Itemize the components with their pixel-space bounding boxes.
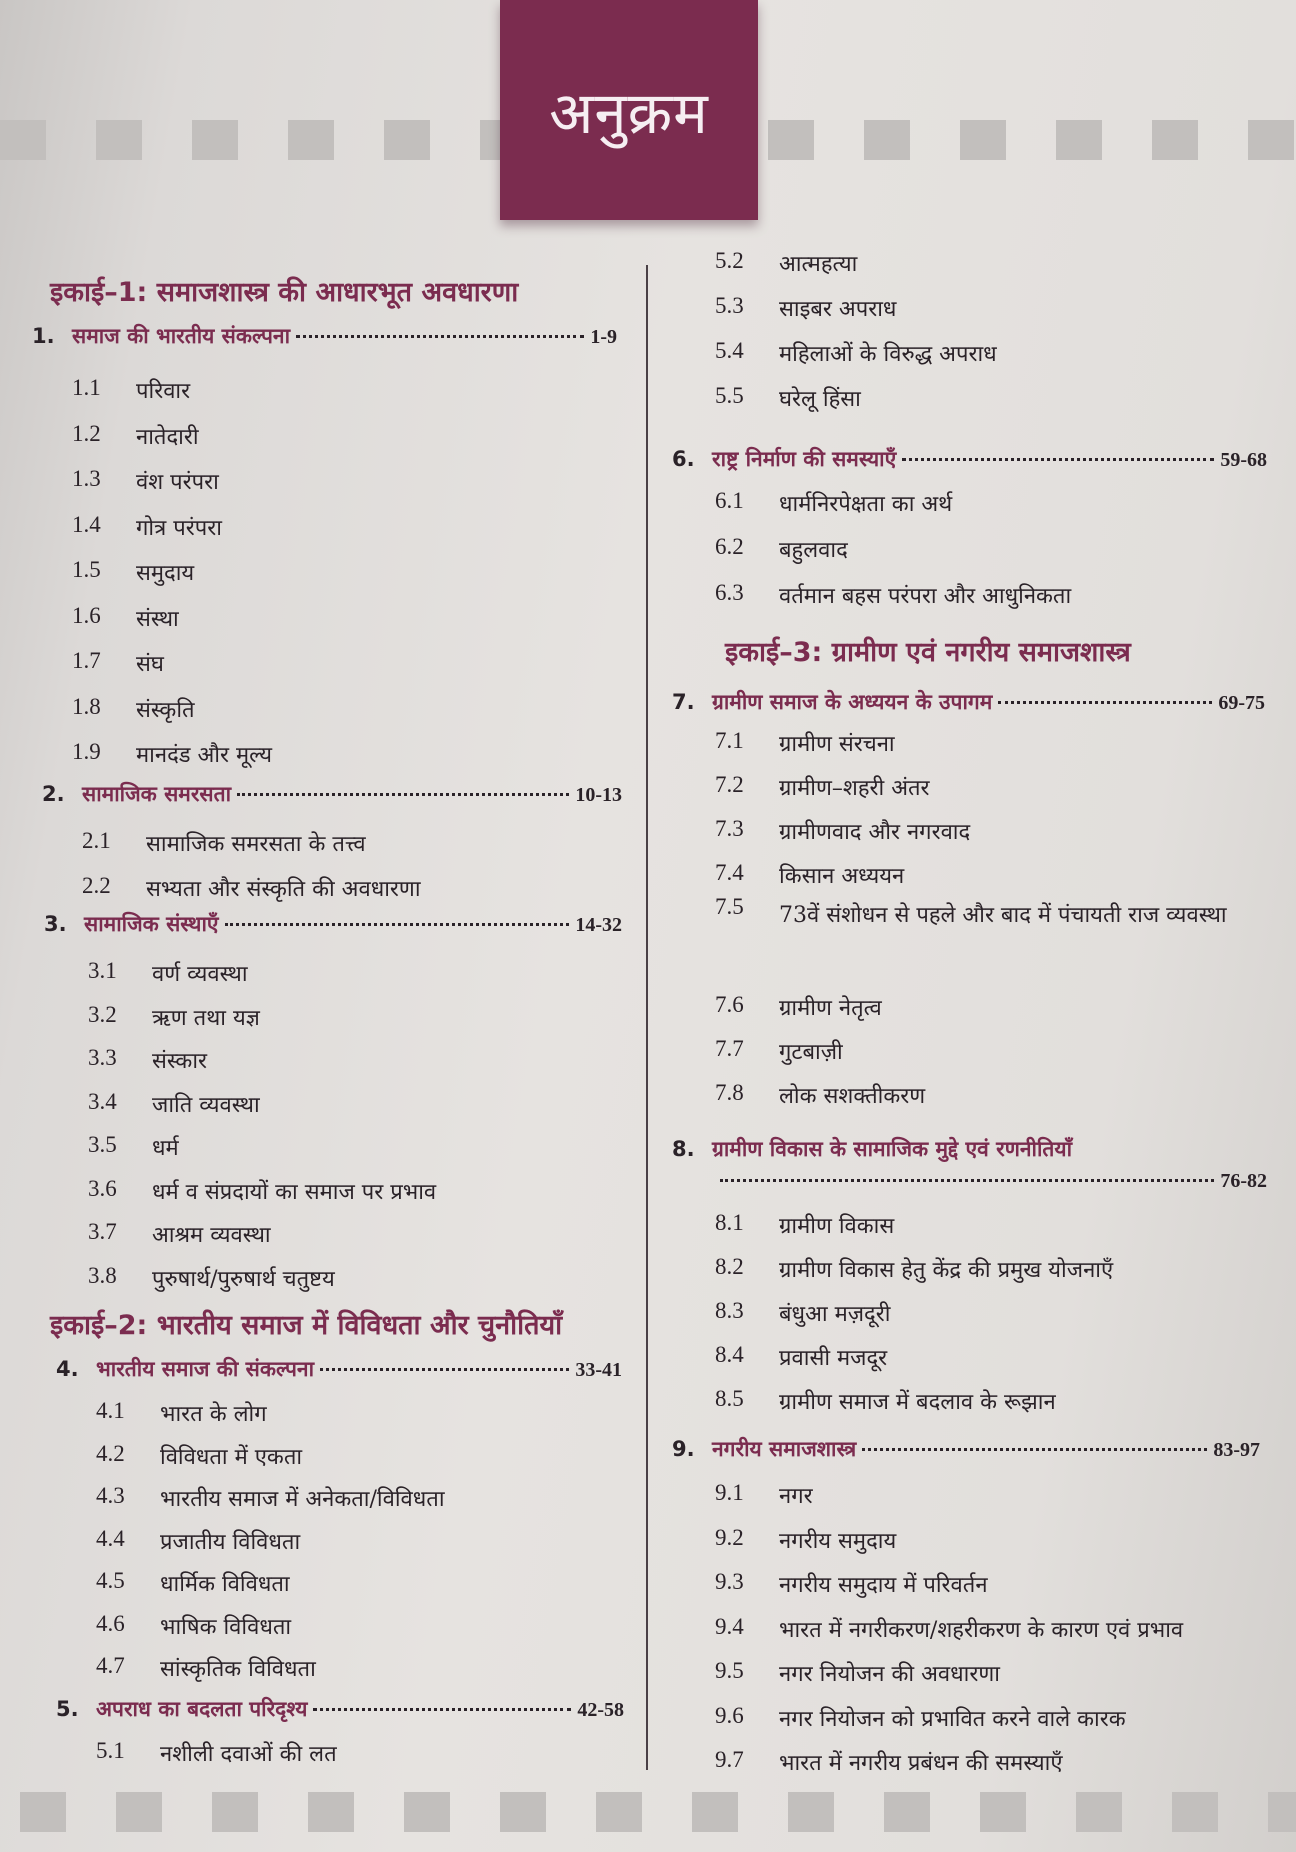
border-block <box>212 1792 258 1832</box>
border-block <box>960 120 1006 160</box>
toc-subitem[interactable] <box>96 1568 290 1598</box>
subitem-number: 6.2 <box>715 534 744 559</box>
subitem-number: 8.4 <box>715 1342 744 1367</box>
toc-subitem[interactable] <box>715 1298 890 1328</box>
column-divider <box>646 265 648 1770</box>
border-block <box>96 120 142 160</box>
subitem-title: संस्कृति <box>136 697 195 723</box>
toc-subitem[interactable] <box>715 1342 887 1372</box>
leader-dots <box>720 1179 1214 1182</box>
subitem-number: 8.5 <box>715 1386 744 1411</box>
border-block <box>500 1792 546 1832</box>
toc-subitem[interactable] <box>715 534 848 564</box>
toc-subitem[interactable] <box>715 1210 894 1240</box>
border-block <box>1268 1792 1296 1832</box>
chapter-3[interactable] <box>44 910 622 938</box>
subitem-title: ग्रामीण समाज में बदलाव के रूझान <box>779 1390 1056 1415</box>
toc-subitem[interactable] <box>88 958 248 988</box>
border-block <box>288 120 334 160</box>
chapter-pages: 10-13 <box>575 784 622 806</box>
subitem-number: 1.7 <box>72 648 101 673</box>
chapter-pages: 42-58 <box>577 1699 624 1721</box>
subitem-title: ग्रामीणवाद और नगरवाद <box>779 820 971 845</box>
toc-subitem[interactable] <box>715 580 1071 610</box>
subitem-number: 7.7 <box>715 1036 744 1061</box>
subitem-title: नगर नियोजन की अवधारणा <box>779 1662 1000 1687</box>
subitem-number: 4.5 <box>96 1568 125 1593</box>
subitem-title: किसान अध्ययन <box>779 864 905 889</box>
toc-subitem[interactable] <box>88 1045 207 1075</box>
border-block <box>1152 120 1198 160</box>
toc-subitem[interactable] <box>715 383 861 413</box>
chapter-2[interactable] <box>42 780 622 808</box>
subitem-title: साइबर अपराध <box>779 297 897 322</box>
toc-subitem[interactable] <box>715 338 997 368</box>
border-block <box>864 120 910 160</box>
chapter-title: अपराध का बदलता परिदृश्य <box>96 1697 308 1721</box>
subitem-title: धार्मिक विविधता <box>160 1572 290 1597</box>
toc-subitem[interactable] <box>715 1386 1056 1416</box>
toc-subitem[interactable] <box>72 466 219 496</box>
title-banner <box>500 0 758 220</box>
leader-dots <box>237 793 569 796</box>
border-block <box>1172 1792 1218 1832</box>
chapter-number: 1. <box>32 324 55 348</box>
subitem-number: 3.1 <box>88 958 117 983</box>
toc-subitem[interactable] <box>82 873 421 903</box>
subitem-number: 5.1 <box>96 1738 125 1763</box>
toc-subitem[interactable] <box>88 1176 436 1206</box>
subitem-title: ग्रामीण विकास हेतु केंद्र की प्रमुख योजनाएँ <box>779 1258 1114 1283</box>
subitem-title: प्रजातीय विविधता <box>160 1529 301 1555</box>
subitem-number: 1.3 <box>72 466 101 491</box>
toc-subitem[interactable] <box>715 488 952 518</box>
chapter-pages: 76-82 <box>1220 1170 1267 1192</box>
border-block <box>788 1792 834 1832</box>
subitem-number: 3.3 <box>88 1045 117 1070</box>
subitem-title: बहुलवाद <box>779 538 848 563</box>
subitem-number: 1.4 <box>72 511 101 537</box>
chapter-number: 3. <box>44 912 67 936</box>
toc-subitem[interactable] <box>96 1611 291 1641</box>
toc-subitem[interactable] <box>715 992 882 1022</box>
toc-subitem[interactable] <box>88 1219 271 1249</box>
toc-subitem[interactable] <box>715 816 970 846</box>
chapter-title: ग्रामीण विकास के सामाजिक मुद्दे एवं रणनीतियाँ <box>712 1137 1073 1161</box>
subitem-number: 3.6 <box>88 1175 117 1201</box>
leader-dots <box>313 1708 571 1711</box>
chapter-pages: 83-97 <box>1213 1439 1260 1461</box>
chapter-8-pages-line <box>720 1170 1267 1193</box>
subitem-title: भाषिक विविधता <box>160 1614 292 1640</box>
toc-subitem[interactable] <box>96 1441 302 1471</box>
chapter-5[interactable] <box>56 1695 624 1723</box>
toc-subitem[interactable] <box>715 1569 988 1599</box>
unit-3-heading: इकाई–3: ग्रामीण एवं नगरीय समाजशास्त्र <box>725 637 1131 668</box>
subitem-number: 3.8 <box>88 1262 117 1288</box>
border-block <box>20 1792 66 1832</box>
subitem-title: संस्कार <box>152 1049 208 1074</box>
toc-subitem[interactable] <box>72 421 199 451</box>
subitem-number: 4.1 <box>96 1398 125 1423</box>
subitem-number: 6.1 <box>715 488 744 513</box>
toc-subitem[interactable] <box>72 557 194 587</box>
subitem-number: 7.8 <box>715 1080 744 1105</box>
subitem-number: 2.1 <box>82 828 111 853</box>
toc-subitem[interactable] <box>715 1036 843 1066</box>
chapter-number: 9. <box>672 1437 695 1461</box>
subitem-number: 2.2 <box>82 873 111 898</box>
border-block <box>1076 1792 1122 1832</box>
toc-subitem[interactable] <box>715 1614 1183 1644</box>
subitem-title: धर्म <box>152 1136 179 1161</box>
subitem-number: 5.2 <box>715 248 744 273</box>
chapter-title: सामाजिक समरसता <box>82 782 232 806</box>
border-block <box>692 1792 738 1832</box>
toc-subitem[interactable] <box>715 248 857 278</box>
chapter-number: 6. <box>672 447 695 471</box>
subitem-number: 1.6 <box>72 602 101 628</box>
subitem-title: नगरीय समुदाय में परिवर्तन <box>779 1573 988 1598</box>
chapter-6[interactable] <box>672 445 1267 473</box>
subitem-title: मानदंड और मूल्य <box>136 743 272 768</box>
subitem-title: संस्था <box>136 606 179 632</box>
subitem-title: पुरुषार्थ/पुरुषार्थ चतुष्टय <box>152 1266 335 1292</box>
toc-subitem[interactable] <box>715 1658 1000 1688</box>
chapter-title: भारतीय समाज की संकल्पना <box>96 1357 315 1381</box>
toc-subitem[interactable] <box>88 1002 260 1032</box>
chapter-title: समाज की भारतीय संकल्पना <box>72 324 291 348</box>
toc-subitem[interactable] <box>96 1738 337 1768</box>
chapter-8[interactable] <box>672 1135 1267 1163</box>
leader-dots <box>225 923 570 926</box>
toc-subitem[interactable] <box>72 648 164 678</box>
subitem-title: गुटबाज़ी <box>779 1040 843 1065</box>
subitem-number: 3.7 <box>88 1219 117 1244</box>
toc-subitem[interactable] <box>715 1480 813 1510</box>
subitem-title: नगर नियोजन को प्रभावित करने वाले कारक <box>779 1706 1126 1732</box>
subitem-number: 9.5 <box>715 1658 744 1683</box>
subitem-title: वर्तमान बहस परंपरा और आधुनिकता <box>779 584 1072 609</box>
subitem-title: नशीली दवाओं की लत <box>160 1742 337 1767</box>
subitem-title: प्रवासी मजदूर <box>779 1346 888 1371</box>
chapter-number: 8. <box>672 1137 695 1161</box>
subitem-title: जाति व्यवस्था <box>152 1092 260 1118</box>
chapter-pages: 59-68 <box>1220 449 1267 471</box>
toc-subitem[interactable] <box>96 1526 300 1556</box>
chapter-7[interactable] <box>672 688 1265 716</box>
toc-subitem[interactable] <box>715 894 1296 938</box>
border-block <box>596 1792 642 1832</box>
toc-subitem[interactable] <box>715 728 895 758</box>
toc-subitem[interactable] <box>88 1089 260 1119</box>
chapter-title: ग्रामीण समाज के अध्ययन के उपागम <box>712 690 993 714</box>
toc-subitem[interactable] <box>72 739 272 769</box>
subitem-title: ग्रामीण संरचना <box>779 732 895 757</box>
chapter-pages: 1-9 <box>590 326 617 348</box>
subitem-title: गोत्र परंपरा <box>136 515 222 541</box>
subitem-number: 7.1 <box>715 728 744 753</box>
subitem-title: आश्रम व्यवस्था <box>152 1223 271 1248</box>
subitem-title: बंधुआ मज़दूरी <box>779 1302 891 1327</box>
toc-subitem[interactable] <box>72 375 190 405</box>
subitem-title: सभ्यता और संस्कृति की अवधारणा <box>146 877 421 902</box>
subitem-title: घरेलू हिंसा <box>779 387 861 412</box>
subitem-title: संघ <box>136 652 164 677</box>
chapter-title: नगरीय समाजशास्त्र <box>712 1437 857 1461</box>
subitem-number: 9.7 <box>715 1747 744 1772</box>
subitem-title: भारत में नगरीय प्रबंधन की समस्याएँ <box>779 1751 1063 1776</box>
leader-dots <box>296 335 584 338</box>
page-title: अनुक्रम <box>549 78 709 147</box>
subitem-number: 3.2 <box>88 1001 117 1027</box>
subitem-title: नातेदारी <box>136 424 199 450</box>
leader-dots <box>998 701 1212 704</box>
subitem-number: 5.4 <box>715 338 744 363</box>
border-block <box>404 1792 450 1832</box>
subitem-number: 4.7 <box>96 1653 125 1678</box>
chapter-1[interactable] <box>32 322 617 350</box>
chapter-9[interactable] <box>672 1435 1260 1463</box>
leader-dots <box>320 1368 569 1371</box>
border-block <box>980 1792 1026 1832</box>
toc-subitem[interactable] <box>72 694 195 724</box>
chapter-pages: 69-75 <box>1218 692 1265 714</box>
subitem-number: 7.6 <box>715 992 744 1017</box>
toc-subitem[interactable] <box>715 1747 1063 1777</box>
unit-2-heading: इकाई–2: भारतीय समाज में विविधता और चुनौतियाँ <box>50 1310 563 1341</box>
leader-dots <box>902 458 1214 461</box>
chapter-number: 2. <box>42 782 65 806</box>
toc-subitem[interactable] <box>72 512 222 542</box>
subitem-title: धर्म व संप्रदायों का समाज पर प्रभाव <box>152 1179 437 1205</box>
subitem-title: भारतीय समाज में अनेकता/विविधता <box>160 1487 445 1512</box>
subitem-title: सांस्कृतिक विविधता <box>160 1657 316 1682</box>
subitem-number: 7.2 <box>715 772 744 797</box>
chapter-title: सामाजिक संस्थाएँ <box>84 912 219 936</box>
subitem-title: ऋण तथा यज्ञ <box>152 1005 260 1031</box>
chapter-4[interactable] <box>56 1355 622 1383</box>
subitem-title: 73वें संशोधन से पहले और बाद में पंचायती राज व्यवस्था <box>779 903 1227 928</box>
subitem-number: 3.5 <box>88 1132 117 1157</box>
unit-1-heading: इकाई–1: समाजशास्त्र की आधारभूत अवधारणा <box>50 277 519 308</box>
chapter-title: राष्ट्र निर्माण की समस्याएँ <box>712 447 897 471</box>
toc-subitem[interactable] <box>96 1398 267 1428</box>
toc-subitem[interactable] <box>715 772 930 802</box>
leader-dots <box>862 1448 1207 1451</box>
toc-subitem[interactable] <box>715 1080 925 1110</box>
border-block <box>192 120 238 160</box>
border-block <box>768 120 814 160</box>
subitem-title: लोक सशक्तीकरण <box>779 1084 926 1109</box>
chapter-pages: 33-41 <box>575 1359 622 1381</box>
border-block <box>1056 120 1102 160</box>
subitem-number: 4.4 <box>96 1525 125 1551</box>
toc-subitem[interactable] <box>715 1254 1113 1284</box>
subitem-number: 7.3 <box>715 816 744 841</box>
subitem-number: 6.3 <box>715 580 744 605</box>
subitem-title: ग्रामीण–शहरी अंतर <box>779 776 930 801</box>
subitem-title: समुदाय <box>136 561 195 586</box>
subitem-number: 1.5 <box>72 557 101 582</box>
subitem-title: नगरीय समुदाय <box>779 1528 897 1554</box>
subitem-title: विविधता में एकता <box>160 1444 303 1470</box>
border-block <box>1248 120 1294 160</box>
toc-subitem[interactable] <box>715 293 896 323</box>
subitem-number: 5.5 <box>715 383 744 408</box>
chapter-pages: 14-32 <box>575 914 622 936</box>
subitem-title: आत्महत्या <box>779 252 858 277</box>
subitem-number: 8.3 <box>715 1298 744 1323</box>
border-block <box>884 1792 930 1832</box>
subitem-title: भारत में नगरीकरण/शहरीकरण के कारण एवं प्रभाव <box>779 1617 1184 1643</box>
subitem-title: सामाजिक समरसता के तत्त्व <box>146 832 366 857</box>
subitem-number: 1.1 <box>72 375 101 400</box>
border-block <box>384 120 430 160</box>
subitem-number: 1.9 <box>72 739 101 764</box>
toc-subitem[interactable] <box>715 1703 1126 1733</box>
toc-subitem[interactable] <box>88 1132 179 1162</box>
subitem-title: ग्रामीण नेतृत्व <box>779 996 882 1021</box>
subitem-title: नगर <box>779 1484 813 1509</box>
subitem-number: 9.6 <box>715 1702 744 1728</box>
toc-subitem[interactable] <box>88 1263 335 1293</box>
subitem-number: 9.1 <box>715 1480 744 1505</box>
subitem-number: 9.4 <box>715 1613 744 1639</box>
subitem-title: ग्रामीण विकास <box>779 1214 895 1239</box>
chapter-number: 5. <box>56 1697 79 1721</box>
toc-subitem[interactable] <box>715 1525 896 1555</box>
toc-subitem[interactable] <box>72 603 179 633</box>
subitem-number: 1.8 <box>72 693 101 719</box>
subitem-title: परिवार <box>136 379 191 404</box>
border-block <box>308 1792 354 1832</box>
subitem-number: 7.5 <box>715 894 744 919</box>
toc-subitem[interactable] <box>96 1653 316 1683</box>
subitem-number: 3.4 <box>88 1088 117 1114</box>
subitem-number: 9.2 <box>715 1524 744 1550</box>
border-block <box>116 1792 162 1832</box>
chapter-number: 4. <box>56 1357 79 1381</box>
subitem-number: 5.3 <box>715 293 744 318</box>
subitem-number: 9.3 <box>715 1569 744 1594</box>
subitem-title: वंश परंपरा <box>136 470 219 495</box>
subitem-number: 1.2 <box>72 420 101 446</box>
subitem-number: 4.6 <box>96 1610 125 1636</box>
chapter-number: 7. <box>672 690 695 714</box>
decorative-border-bottom <box>0 1792 1296 1852</box>
toc-subitem[interactable] <box>96 1483 445 1513</box>
subitem-title: वर्ण व्यवस्था <box>152 962 248 987</box>
subitem-title: भारत के लोग <box>160 1402 267 1427</box>
border-block <box>0 120 46 160</box>
subitem-number: 4.2 <box>96 1440 125 1466</box>
toc-subitem[interactable] <box>715 860 904 890</box>
subitem-title: महिलाओं के विरुद्ध अपराध <box>779 342 997 367</box>
subitem-number: 8.2 <box>715 1254 744 1279</box>
subitem-title: धार्मनिरपेक्षता का अर्थ <box>779 492 953 517</box>
toc-subitem[interactable] <box>82 828 366 858</box>
subitem-number: 7.4 <box>715 860 744 885</box>
subitem-number: 4.3 <box>96 1483 125 1508</box>
subitem-number: 8.1 <box>715 1210 744 1235</box>
